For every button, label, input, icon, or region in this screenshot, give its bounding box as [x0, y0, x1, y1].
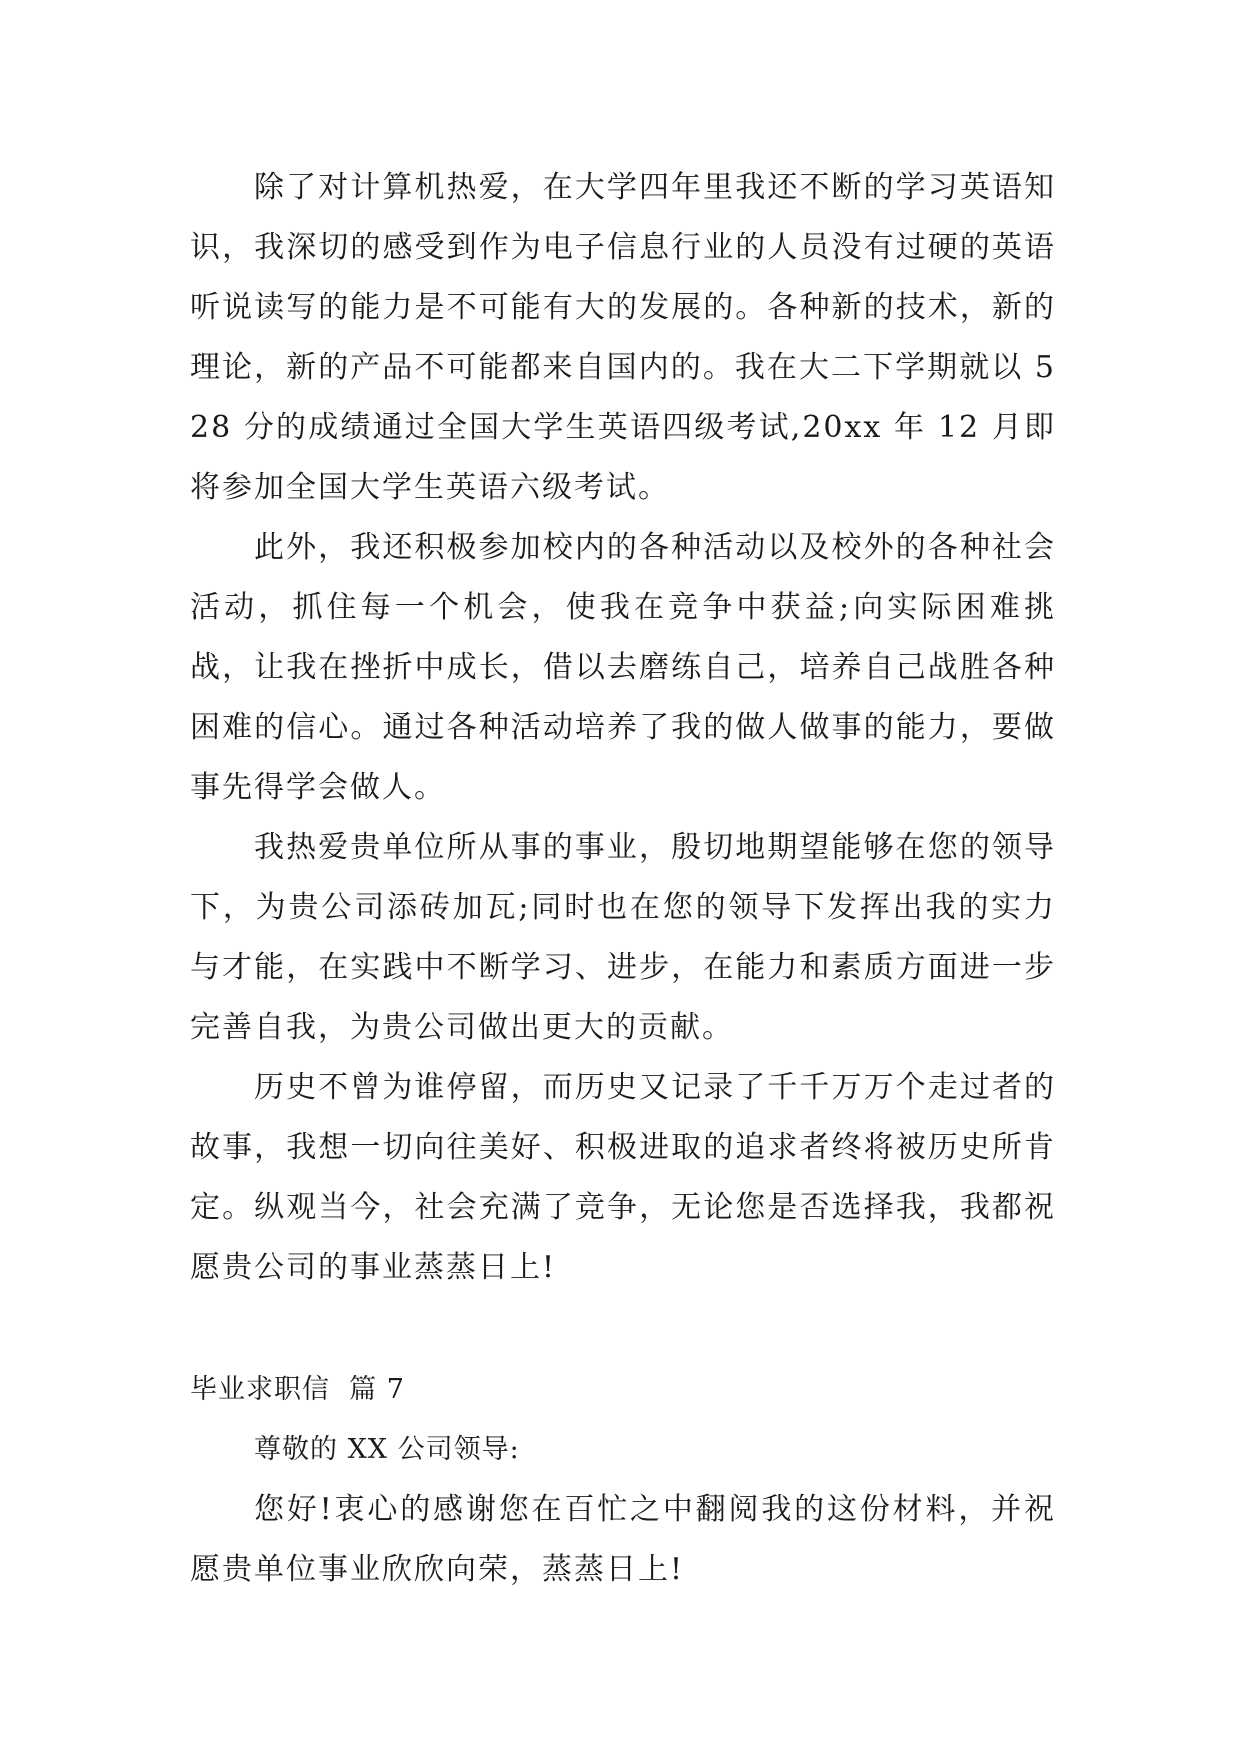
body-paragraphs	[190, 158, 1056, 1298]
paragraph-activities: 此外，我还积极参加校内的各种活动以及校外的各种社会活动，抓住每一个机会，使我在竞争中获益;向实际困难挑战，让我在挫折中成长，借以去磨练自己，培养自己战胜各种困难的信心。通过各种活动培养了我的做人做事的能力，要做事先得学会做人。	[190, 530, 1056, 805]
paragraph-career-hope: 我热爱贵单位所从事的事业，殷切地期望能够在您的领导下，为贵公司添砖加瓦;同时也在您的领导下发挥出我的实力与才能，在实践中不断学习、进步，在能力和素质方面进一步完善自我，为贵公司做出更大的贡献。	[190, 830, 1056, 1045]
section-spacer	[190, 1298, 1056, 1360]
paragraph-english-study: 除了对计算机热爱，在大学四年里我还不断的学习英语知识，我深切的感受到作为电子信息行业的人员没有过硬的英语听说读写的能力是不可能有大的发展的。各种新的技术，新的理论，新的产品不可能都来自国内的。我在大二下学期就以 528 分的成绩通过全国大学生英语四级考试,20xx 年 12 月即将参加全国大学生英语六级考试。	[190, 170, 1056, 505]
document-body	[190, 158, 1056, 1600]
letter-paragraph-greeting: 您好!衷心的感谢您在百忙之中翻阅我的这份材料，并祝愿贵单位事业欣欣向荣，蒸蒸日上!	[190, 1492, 1056, 1587]
letter-salutation: 尊敬的 XX 公司领导:	[254, 1434, 520, 1465]
paragraph-closing: 历史不曾为谁停留，而历史又记录了千千万万个走过者的故事，我想一切向往美好、积极进取的追求者终将被历史所肯定。纵观当今，社会充满了竞争，无论您是否选择我，我都祝愿贵公司的事业蒸蒸日上!	[190, 1070, 1056, 1285]
section-title: 毕业求职信 篇 7	[190, 1374, 405, 1405]
letter-paragraphs	[190, 1480, 1056, 1600]
